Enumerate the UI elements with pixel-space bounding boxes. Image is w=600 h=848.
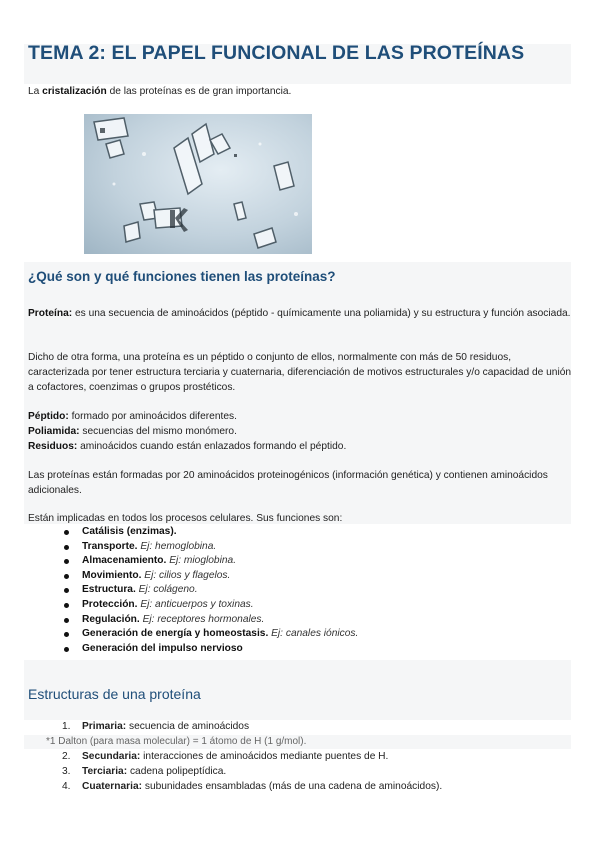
structure-item-cuaternaria: 4. Cuaternaria: subunidades ensambladas (más de una cadena de aminoácidos). [62, 781, 443, 792]
functions-intro: Están implicadas en todos los procesos celulares. Sus funciones son: [28, 513, 343, 524]
list-item: Almacenamiento. Ej: mioglobina. [62, 554, 358, 569]
list-item: Generación del impulso nervioso [62, 642, 358, 657]
list-item: Estructura. Ej: colágeno. [62, 583, 358, 598]
intro-paragraph: La cristalización de las proteínas es de gran importancia. [28, 86, 292, 97]
section2-heading: Estructuras de una proteína [28, 686, 201, 702]
structure-item-secundaria: 2. Secundaria: interacciones de aminoácidos mediante puentes de H. [62, 751, 389, 762]
page-title: TEMA 2: EL PAPEL FUNCIONAL DE LAS PROTEÍNAS [28, 42, 525, 64]
list-item: Regulación. Ej: receptores hormonales. [62, 613, 358, 628]
list-item: Transporte. Ej: hemoglobina. [62, 540, 358, 555]
protein-crystals-image [84, 114, 312, 254]
term-residuos: Residuos: aminoácidos cuando están enlazados formando el péptido. [28, 441, 347, 452]
list-item: Catálisis (enzimas). [62, 525, 358, 540]
dalton-note: *1 Dalton (para masa molecular) = 1 átomo de H (1 g/mol). [46, 736, 307, 747]
structure-item-primaria: 1. Primaria: secuencia de aminoácidos [62, 721, 250, 732]
protein-paragraph-2: Dicho de otra forma, una proteína es un péptido o conjunto de ellos, normalmente con más de 50 residuos, caracterizada por tener estructura terciaria y cuaternaria, diferenciación de motivos estructurales y/o capacidad de unión a cofactores, coenzimas o grupos prostéticos. [28, 352, 572, 393]
term-poliamida: Poliamida: secuencias del mismo monómero. [28, 426, 237, 437]
list-item: Protección. Ej: anticuerpos y toxinas. [62, 598, 358, 613]
list-item: Generación de energía y homeostasis. Ej: canales iónicos. [62, 627, 358, 642]
term-peptido: Péptido: formado por aminoácidos diferentes. [28, 411, 237, 422]
list-item: Movimiento. Ej: cilios y flagelos. [62, 569, 358, 584]
structure-item-terciaria: 3. Terciaria: cadena polipeptídica. [62, 766, 227, 777]
section1-heading: ¿Qué son y qué funciones tienen las proteínas? [28, 269, 336, 284]
amino-acids-paragraph: Las proteínas están formadas por 20 aminoácidos proteinogénicos (información genética) y contienen aminoácidos adicionales. [28, 470, 548, 496]
functions-list [62, 525, 358, 656]
protein-definition: Proteína: es una secuencia de aminoácidos (péptido - químicamente una poliamida) y su estructura y función asociada. [28, 308, 571, 319]
